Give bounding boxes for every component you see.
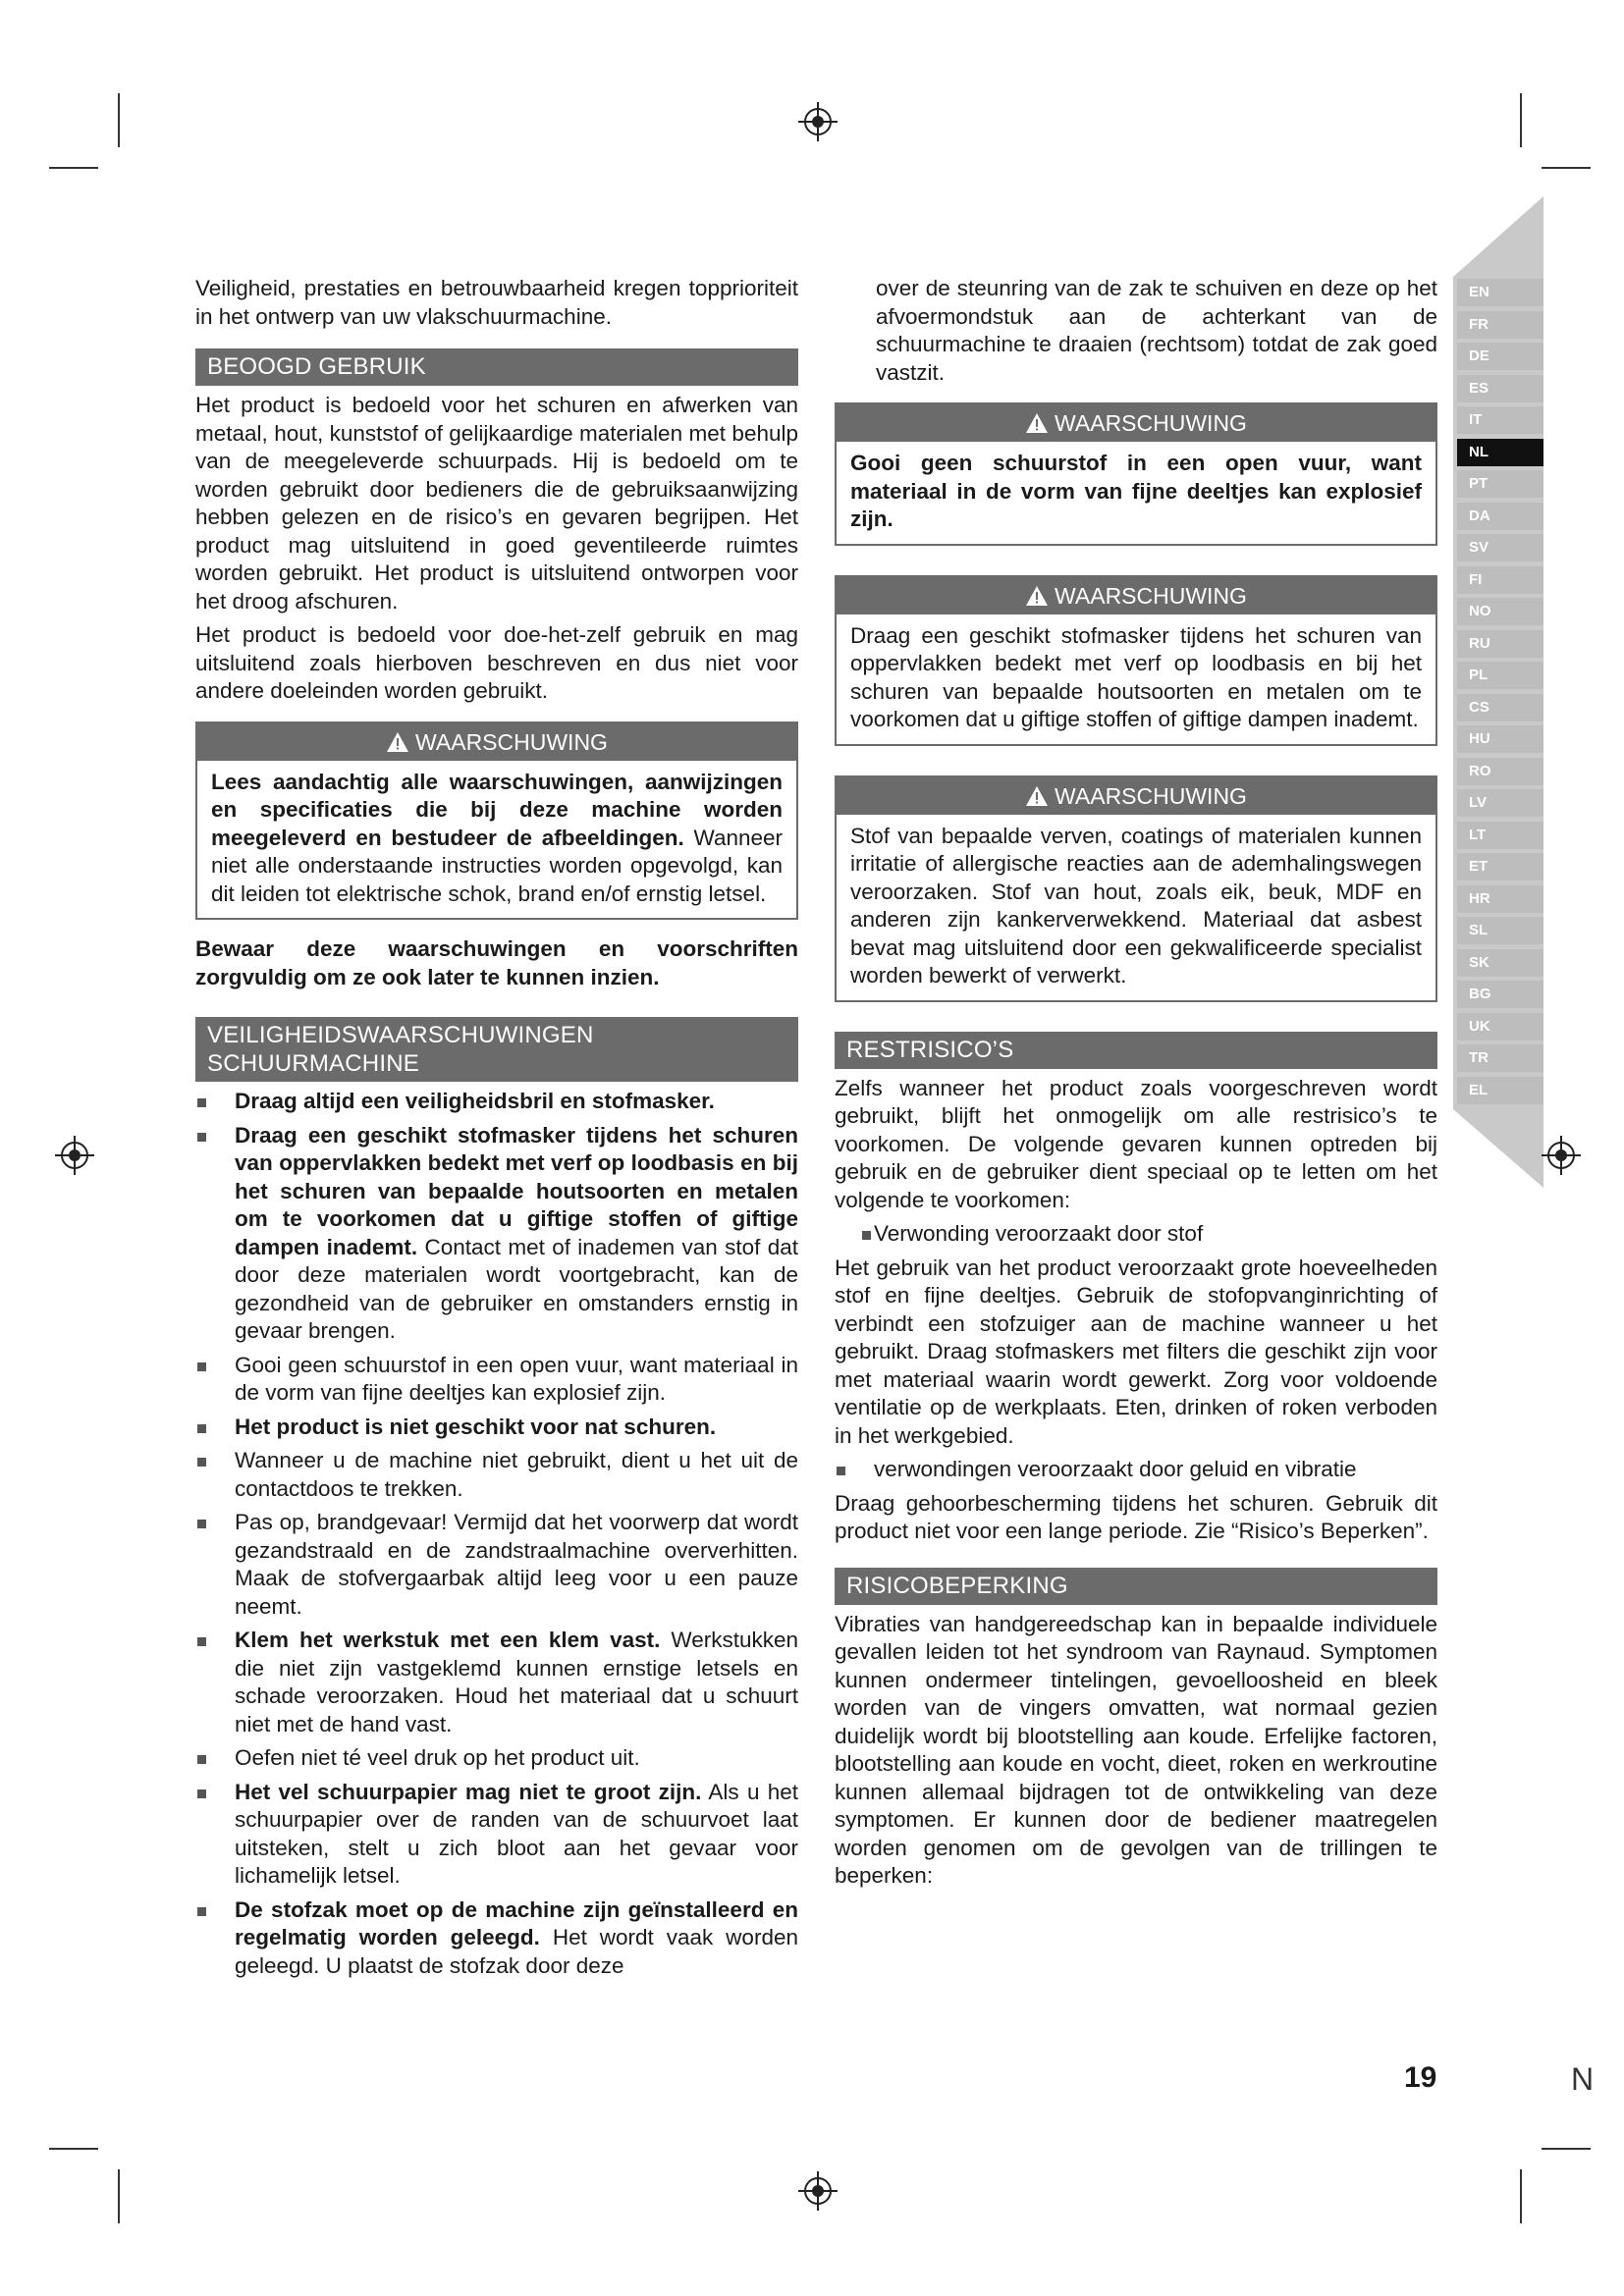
edge-mark: N xyxy=(1571,2061,1595,2097)
language-tab-el[interactable]: EL xyxy=(1457,1077,1543,1104)
page-number: 19 xyxy=(1404,2061,1437,2094)
language-tab-tr[interactable]: TR xyxy=(1457,1044,1543,1072)
section-heading-risicobeperking: RISICOBEPERKING xyxy=(835,1568,1437,1605)
risk-text: Draag gehoorbescherming tijdens het schuren. Gebruik dit product niet voor een lange periode. Zie “Risico’s Beperken”. xyxy=(835,1490,1437,1543)
warning-text: Wanneer niet alle onderstaande instructies worden opgevolgd, kan dit leiden tot elektrische schok, brand en/of ernstig letsel. xyxy=(211,825,784,906)
warning-header xyxy=(837,404,1435,442)
registration-mark-icon xyxy=(798,102,838,141)
crop-mark xyxy=(49,2148,98,2150)
language-tab-en[interactable]: EN xyxy=(1457,279,1543,306)
right-column xyxy=(835,275,1437,1896)
language-tab-hr[interactable]: HR xyxy=(1457,885,1543,913)
bullet-text: Wanneer u de machine niet gebruikt, dient u het uit de contactdoos te trekken. xyxy=(235,1448,798,1501)
warning-triangle-icon xyxy=(1025,412,1049,434)
language-tabs xyxy=(1457,279,1543,1108)
residual-risks-paragraph: Zelfs wanneer het product zoals voorgeschreven wordt gebruikt, blijft het onmogelijk om alle restrisico’s te voorkomen. De volgende gevaren kunnen optreden bij gebruik en de gebruiker dient speciaal op te letten om het volgende te voorkomen: xyxy=(835,1075,1437,1212)
warning-text: Stof van bepaalde verven, coatings of materialen kunnen irritatie of allergische reacties aan de ademhalingswegen veroorzaken. Stof van hout, zoals eik, beuk, MDF en anderen zijn kankerverwekkend. Materiaal dat asbest bevat mag uitsluitend door een gekwalificeerde specialist worden bewerkt of verwerkt. xyxy=(850,823,1422,988)
language-tab-hu[interactable]: HU xyxy=(1457,725,1543,753)
language-tab-fr[interactable]: FR xyxy=(1457,311,1543,339)
bullet-text: Werkstukken die niet zijn vastgeklemd kunnen ernstige letsels en schade veroorzaken. Houd het materiaal dat u schuurt niet met de hand vast. xyxy=(235,1628,798,1736)
language-tab-pl[interactable]: PL xyxy=(1457,662,1543,689)
language-tab-cs[interactable]: CS xyxy=(1457,694,1543,721)
risk-list xyxy=(835,1456,1437,1484)
warning-box xyxy=(835,402,1437,546)
language-tab-es[interactable]: ES xyxy=(1457,375,1543,402)
crop-mark xyxy=(1520,2169,1522,2223)
warning-header xyxy=(837,777,1435,815)
warning-box xyxy=(835,775,1437,1002)
warning-triangle-icon xyxy=(1025,585,1049,607)
risk-title: verwondingen veroorzaakt door geluid en vibratie xyxy=(874,1457,1357,1481)
bullet-bold-text: De stofzak moet op de machine zijn geïnstalleerd en regelmatig worden geleegd. xyxy=(235,1896,798,1949)
crop-mark xyxy=(1542,167,1591,169)
list-item xyxy=(195,1627,798,1738)
risk-list xyxy=(835,1220,1437,1249)
warning-bold-text: Lees aandachtig alle waarschuwingen, aanwijzingen en specificaties die bij deze machine worden meegeleverd en bestudeer de afbeeldingen. xyxy=(211,769,783,850)
left-column xyxy=(195,275,798,1986)
warning-title: WAARSCHUWING xyxy=(1055,410,1247,436)
crop-mark xyxy=(1542,2148,1591,2150)
language-tab-it[interactable]: IT xyxy=(1457,406,1543,434)
warning-title: WAARSCHUWING xyxy=(1055,782,1247,809)
intended-use-paragraph: Het product is bedoeld voor het schuren en afwerken van metaal, hout, kunststof of gelijkaardige materialen met behulp van de meegeleverde schuurpads. Hij is bedoeld om te worden gebruikt door bedieners die de gebruiksaanwijzing hebben gelezen en de risico’s en gevaren begrijpen. Het product mag uitsluitend in goed geventileerde ruimtes worden gebruikt. Het product is uitsluitend ontworpen voor het droog afschuren. xyxy=(195,393,798,614)
language-tab-no[interactable]: NO xyxy=(1457,598,1543,625)
warning-header xyxy=(197,723,796,761)
language-tab-uk[interactable]: UK xyxy=(1457,1013,1543,1041)
warning-triangle-icon xyxy=(386,731,409,753)
crop-mark xyxy=(118,2169,120,2223)
language-tab-sv[interactable]: SV xyxy=(1457,534,1543,561)
risk-title: Verwonding veroorzaakt door stof xyxy=(874,1221,1204,1246)
crop-mark xyxy=(1520,93,1522,147)
list-item xyxy=(195,1088,798,1116)
language-tab-fi[interactable]: FI xyxy=(1457,566,1543,594)
language-tab-da[interactable]: DA xyxy=(1457,503,1543,530)
list-item xyxy=(195,1414,798,1442)
bullet-text: Oefen niet té veel druk op het product uit. xyxy=(235,1745,640,1770)
warning-triangle-icon xyxy=(1025,785,1049,807)
bullet-text: Contact met of inademen van stof dat door deze materialen wordt voortgebracht, kan de gezondheid van de gebruiker en omstanders ernstig in gevaar brengen. xyxy=(235,1234,798,1343)
language-tab-nl[interactable]: NL xyxy=(1457,439,1543,466)
language-tab-lt[interactable]: LT xyxy=(1457,822,1543,849)
warning-text: Draag een geschikt stofmasker tijdens het schuren van oppervlakken bedekt met verf op loodbasis en bij het schuren van bepaalde houtsoorten en metalen om te voorkomen dat u giftige stoffen of giftige dampen inademt. xyxy=(850,622,1422,731)
bullet-bold-text: Het product is niet geschikt voor nat schuren. xyxy=(235,1414,717,1439)
risk-reduction-paragraph: Vibraties van handgereedschap kan in bepaalde individuele gevallen leiden tot het syndroom van Raynaud. Symptomen kunnen ondermeer tintelingen, gevoelloosheid en bleek worden van de vingers omvatten, wat normaal gezien duidelijk wordt bij blootstelling aan koude. Erfelijke factoren, blootstelling aan koude en vocht, dieet, roken en werkroutine kunnen allemaal bijdragen tot de ontwikkeling van deze symptomen. Er kunnen door de bediener maatregelen worden genomen om de gevolgen van de trillingen te beperken: xyxy=(835,1611,1437,1888)
warning-text: Gooi geen schuurstof in een open vuur, want materiaal in de vorm van fijne deeltjes kan explosief zijn. xyxy=(850,451,1422,531)
list-item xyxy=(195,1896,798,1981)
bullet-text: Als u het schuurpapier over de randen van de schuurvoet laat uitsteken, stelt u zich bloot aan het gevaar voor lichamelijk letsel. xyxy=(235,1779,798,1888)
bullet-bold-text: Draag een geschikt stofmasker tijdens het schuren van oppervlakken bedekt met verf op loodbasis en bij het schuren van bepaalde houtsoorten en metalen om te voorkomen dat u giftige stoffen of giftige dampen inademt. xyxy=(235,1122,798,1259)
bullet-bold-text: Draag altijd een veiligheidsbril en stofmasker. xyxy=(235,1089,715,1113)
section-heading-beoogd-gebruik: BEOOGD GEBRUIK xyxy=(195,348,798,386)
continued-text: over de steunring van de zak te schuiven en deze op het afvoermondstuk aan de achterkant van de schuurmachine te draaien (rechtsom) totdat de zak goed vastzit. xyxy=(876,276,1437,385)
risk-text: Het gebruik van het product veroorzaakt grote hoeveelheden stof en fijne deeltjes. Gebruik de stofopvanginrichting of verbindt een stofzuiger aan de machine wanneer u het gebruikt. Draag stofmaskers met filters die geschikt zijn voor met materiaal waarin wordt gewerkt. Zorg voor voldoende ventilatie op de werkplaats. Eten, drinken of roken verboden in het werkgebied. xyxy=(835,1255,1437,1448)
language-tab-pt[interactable]: PT xyxy=(1457,470,1543,498)
warning-title: WAARSCHUWING xyxy=(415,728,608,755)
language-tab-ru[interactable]: RU xyxy=(1457,630,1543,658)
list-item xyxy=(195,1447,798,1503)
safety-bullet-list xyxy=(195,1088,798,1980)
language-tab-lv[interactable]: LV xyxy=(1457,789,1543,817)
language-tab-sl[interactable]: SL xyxy=(1457,917,1543,944)
registration-mark-icon xyxy=(798,2171,838,2211)
list-item xyxy=(195,1122,798,1346)
list-item xyxy=(835,1220,1437,1249)
crop-mark xyxy=(49,167,98,169)
list-item xyxy=(195,1744,798,1773)
warning-box xyxy=(835,575,1437,746)
bullet-text: Gooi geen schuurstof in een open vuur, want materiaal in de vorm van fijne deeltjes kan explosief zijn. xyxy=(235,1352,798,1405)
language-tab-sk[interactable]: SK xyxy=(1457,949,1543,977)
registration-mark-icon xyxy=(1542,1136,1581,1175)
bullet-bold-text: Klem het werkstuk met een klem vast. xyxy=(235,1628,661,1652)
intended-use-paragraph-2: Het product is bedoeld voor doe-het-zelf gebruik en mag uitsluitend zoals hierboven beschreven en dus niet voor andere doeleinden worden gebruikt. xyxy=(195,622,798,703)
keep-instructions-text: Bewaar deze waarschuwingen en voorschriften zorgvuldig om ze ook later te kunnen inzien. xyxy=(195,936,798,989)
list-item xyxy=(195,1779,798,1891)
list-item xyxy=(195,1509,798,1621)
registration-mark-icon xyxy=(55,1136,94,1175)
language-tab-de[interactable]: DE xyxy=(1457,343,1543,370)
section-heading-restrisicos: RESTRISICO’S xyxy=(835,1032,1437,1069)
language-tab-ro[interactable]: RO xyxy=(1457,758,1543,785)
crop-mark xyxy=(118,93,120,147)
warning-box xyxy=(195,721,798,921)
bullet-text: Pas op, brandgevaar! Vermijd dat het voorwerp dat wordt gezandstraald en de zandstraalmachine oververhitten. Maak de stofvergaarbak altijd leeg voor u een pauze neemt. xyxy=(235,1510,798,1619)
list-item xyxy=(835,1456,1437,1484)
section-heading-line: VEILIGHEIDSWAARSCHUWINGEN xyxy=(207,1022,594,1048)
language-tab-bg[interactable]: BG xyxy=(1457,981,1543,1008)
language-tab-et[interactable]: ET xyxy=(1457,853,1543,881)
warning-header xyxy=(837,577,1435,614)
bullet-bold-text: Het vel schuurpapier mag niet te groot zijn. xyxy=(235,1779,702,1804)
warning-title: WAARSCHUWING xyxy=(1055,582,1247,609)
intro-text: Veiligheid, prestaties en betrouwbaarheid kregen topprioriteit in het ontwerp van uw vlakschuurmachine. xyxy=(195,276,798,329)
section-heading-line: SCHUURMACHINE xyxy=(207,1050,419,1077)
list-item xyxy=(195,1352,798,1408)
section-heading-safety-warnings xyxy=(195,1017,798,1082)
bullet-text: Het wordt vaak worden geleegd. U plaatst de stofzak door deze xyxy=(235,1925,798,1978)
